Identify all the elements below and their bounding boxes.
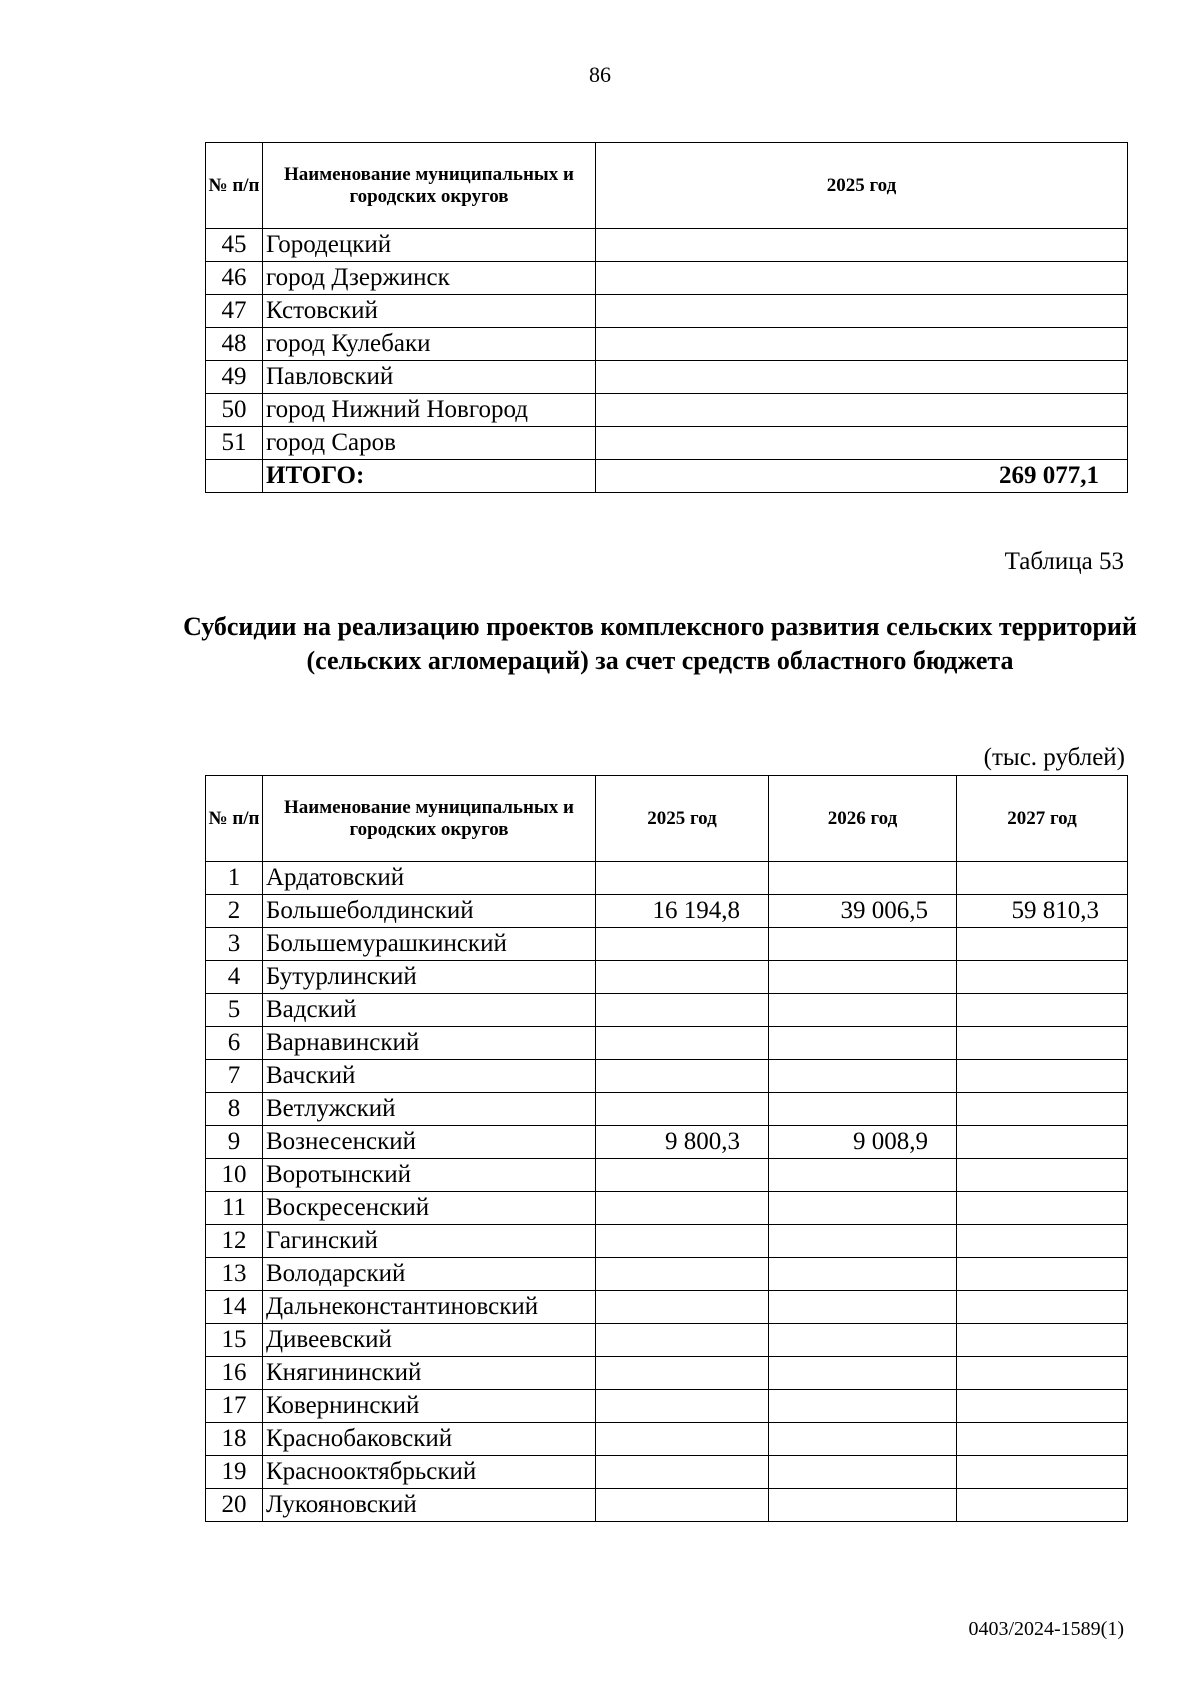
table-row	[206, 229, 1128, 262]
row-value-2027	[957, 1192, 1128, 1225]
row-value-2025	[596, 1390, 769, 1423]
row-value-2025	[596, 328, 1128, 361]
row-name: Бутурлинский	[263, 961, 596, 994]
row-name: Кстовский	[263, 295, 596, 328]
row-value-2027	[957, 1390, 1128, 1423]
table-row	[206, 361, 1128, 394]
row-value-2026	[769, 1390, 957, 1423]
table-title: Субсидии на реализацию проектов комплексного развития сельских территорий (сельских агломераций) за счет средств областного бюджета	[183, 612, 1137, 675]
table-row	[206, 394, 1128, 427]
table-row	[206, 895, 1128, 928]
row-name: Вознесенский	[263, 1126, 596, 1159]
table-row	[206, 1060, 1128, 1093]
header-2025: 2025 год	[596, 776, 769, 862]
row-value-2025	[596, 862, 769, 895]
row-value-2026	[769, 1324, 957, 1357]
row-number: 10	[206, 1159, 263, 1192]
table-row	[206, 1093, 1128, 1126]
row-value-2027: 59 810,3	[957, 895, 1128, 928]
subsidies-table	[205, 775, 1128, 1522]
continued-table	[205, 142, 1128, 493]
row-number: 1	[206, 862, 263, 895]
row-name: Городецкий	[263, 229, 596, 262]
row-value-2026	[769, 1489, 957, 1522]
row-value-2027	[957, 1324, 1128, 1357]
row-value-2027	[957, 1027, 1128, 1060]
row-value-2026	[769, 1456, 957, 1489]
row-name: Варнавинский	[263, 1027, 596, 1060]
row-value-2026	[769, 1027, 957, 1060]
document-code: 0403/2024-1589(1)	[968, 1618, 1124, 1640]
row-name: город Нижний Новгород	[263, 394, 596, 427]
row-number: 4	[206, 961, 263, 994]
row-value-2025: 16 194,8	[596, 895, 769, 928]
row-number: 8	[206, 1093, 263, 1126]
row-value-2027	[957, 1060, 1128, 1093]
row-value-2025	[596, 994, 769, 1027]
row-value-2027	[957, 961, 1128, 994]
header-num: № п/п	[206, 776, 263, 862]
row-number: 45	[206, 229, 263, 262]
row-name: Дальнеконстантиновский	[263, 1291, 596, 1324]
row-name: Володарский	[263, 1258, 596, 1291]
row-value-2026	[769, 961, 957, 994]
table-row	[206, 1456, 1128, 1489]
table-row	[206, 295, 1128, 328]
table-body	[206, 229, 1128, 493]
row-value-2025	[596, 262, 1128, 295]
row-name: Краснобаковский	[263, 1423, 596, 1456]
row-value-2026	[769, 928, 957, 961]
table-row	[206, 1423, 1128, 1456]
row-value-2025	[596, 1225, 769, 1258]
row-value-2025	[596, 1027, 769, 1060]
row-value-2027	[957, 1423, 1128, 1456]
table-row	[206, 1324, 1128, 1357]
row-value-2026	[769, 1159, 957, 1192]
page-number: 86	[589, 62, 611, 87]
row-value-2027	[957, 1159, 1128, 1192]
row-value-2026: 39 006,5	[769, 895, 957, 928]
row-value-2026	[769, 862, 957, 895]
row-value-2025	[596, 1093, 769, 1126]
table-row	[206, 262, 1128, 295]
row-value-2025	[596, 1489, 769, 1522]
row-name: Ветлужский	[263, 1093, 596, 1126]
row-value-2027	[957, 1093, 1128, 1126]
units-label: (тыс. рублей)	[983, 744, 1125, 771]
row-number: 16	[206, 1357, 263, 1390]
row-value-2026	[769, 994, 957, 1027]
row-value-2027	[957, 1357, 1128, 1390]
row-number: 3	[206, 928, 263, 961]
row-value-2027	[957, 862, 1128, 895]
header-2027: 2027 год	[957, 776, 1128, 862]
row-value-2025	[596, 1192, 769, 1225]
row-value-2025	[596, 1324, 769, 1357]
row-value-2027	[957, 994, 1128, 1027]
header-name: Наименование муниципальных и городских округов	[263, 776, 596, 862]
row-name: Павловский	[263, 361, 596, 394]
row-name: Большеболдинский	[263, 895, 596, 928]
row-number: 50	[206, 394, 263, 427]
row-number: 46	[206, 262, 263, 295]
total-num	[206, 460, 263, 493]
table-row	[206, 1225, 1128, 1258]
row-value-2025	[596, 928, 769, 961]
row-value-2025	[596, 961, 769, 994]
row-number: 2	[206, 895, 263, 928]
row-number: 12	[206, 1225, 263, 1258]
row-value-2027	[957, 1225, 1128, 1258]
row-value-2025	[596, 1291, 769, 1324]
table-row	[206, 1258, 1128, 1291]
row-value-2025	[596, 229, 1128, 262]
row-name: Дивеевский	[263, 1324, 596, 1357]
row-number: 11	[206, 1192, 263, 1225]
row-name: Воскресенский	[263, 1192, 596, 1225]
header-name: Наименование муниципальных и городских округов	[263, 143, 596, 229]
row-number: 14	[206, 1291, 263, 1324]
row-value-2025	[596, 1159, 769, 1192]
row-value-2026	[769, 1423, 957, 1456]
row-value-2025	[596, 1060, 769, 1093]
row-value-2027	[957, 1126, 1128, 1159]
total-value-2025: 269 077,1	[596, 460, 1128, 493]
row-number: 9	[206, 1126, 263, 1159]
table-row	[206, 427, 1128, 460]
table-caption: Таблица 53	[1004, 548, 1124, 575]
row-value-2025	[596, 1258, 769, 1291]
header-2026: 2026 год	[769, 776, 957, 862]
row-value-2027	[957, 1291, 1128, 1324]
row-value-2026	[769, 1258, 957, 1291]
table-row	[206, 994, 1128, 1027]
row-name: город Саров	[263, 427, 596, 460]
row-name: Ардатовский	[263, 862, 596, 895]
row-name: город Кулебаки	[263, 328, 596, 361]
row-number: 19	[206, 1456, 263, 1489]
table-row	[206, 1027, 1128, 1060]
table-row	[206, 1159, 1128, 1192]
total-label: ИТОГО:	[263, 460, 596, 493]
row-name: Ковернинский	[263, 1390, 596, 1423]
row-name: Вадский	[263, 994, 596, 1027]
row-value-2026: 9 008,9	[769, 1126, 957, 1159]
row-value-2025	[596, 1423, 769, 1456]
row-number: 48	[206, 328, 263, 361]
row-value-2026	[769, 1060, 957, 1093]
row-number: 15	[206, 1324, 263, 1357]
table-row	[206, 1357, 1128, 1390]
row-number: 20	[206, 1489, 263, 1522]
table-row	[206, 1291, 1128, 1324]
row-number: 47	[206, 295, 263, 328]
row-number: 7	[206, 1060, 263, 1093]
header-num: № п/п	[206, 143, 263, 229]
table-row	[206, 862, 1128, 895]
row-value-2027	[957, 1456, 1128, 1489]
table-row	[206, 1192, 1128, 1225]
row-number: 17	[206, 1390, 263, 1423]
row-name: Княгининский	[263, 1357, 596, 1390]
row-value-2026	[769, 1225, 957, 1258]
total-row	[206, 460, 1128, 493]
row-value-2025	[596, 1357, 769, 1390]
table-row	[206, 928, 1128, 961]
row-value-2026	[769, 1357, 957, 1390]
row-value-2026	[769, 1291, 957, 1324]
table-row	[206, 1126, 1128, 1159]
row-value-2026	[769, 1093, 957, 1126]
row-value-2027	[957, 928, 1128, 961]
row-value-2025	[596, 427, 1128, 460]
row-value-2025: 9 800,3	[596, 1126, 769, 1159]
row-name: Лукояновский	[263, 1489, 596, 1522]
row-value-2025	[596, 1456, 769, 1489]
row-value-2025	[596, 361, 1128, 394]
row-number: 51	[206, 427, 263, 460]
row-name: город Дзержинск	[263, 262, 596, 295]
row-name: Воротынский	[263, 1159, 596, 1192]
row-name: Краснооктябрьский	[263, 1456, 596, 1489]
table-row	[206, 961, 1128, 994]
table-row	[206, 328, 1128, 361]
row-value-2027	[957, 1258, 1128, 1291]
table-row	[206, 1489, 1128, 1522]
row-name: Большемурашкинский	[263, 928, 596, 961]
row-number: 49	[206, 361, 263, 394]
table-body	[206, 862, 1128, 1522]
row-name: Вачский	[263, 1060, 596, 1093]
row-value-2025	[596, 295, 1128, 328]
row-number: 6	[206, 1027, 263, 1060]
row-value-2025	[596, 394, 1128, 427]
table-row	[206, 1390, 1128, 1423]
row-name: Гагинский	[263, 1225, 596, 1258]
row-number: 5	[206, 994, 263, 1027]
row-value-2027	[957, 1489, 1128, 1522]
header-2025: 2025 год	[596, 143, 1128, 229]
row-number: 18	[206, 1423, 263, 1456]
row-number: 13	[206, 1258, 263, 1291]
row-value-2026	[769, 1192, 957, 1225]
